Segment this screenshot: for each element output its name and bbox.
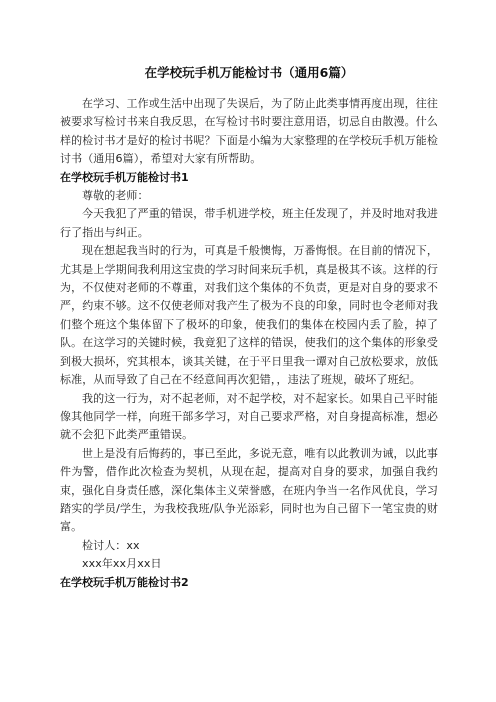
document-title: 在学校玩手机万能检讨书（通用6篇）: [144, 65, 354, 80]
salutation: 尊敬的老师：: [82, 189, 149, 203]
signature-date: xxx年xx月xx日: [82, 557, 162, 571]
section-1-paragraph-1: 今天我犯了严重的错误，带手机进学校，班主任发现了，并及时地对我进行了指出与纠正。: [60, 207, 438, 239]
intro-paragraph: 在学习、工作或生活中出现了失误后，为了防止此类事情再度出现，往往被要求写检讨书来自我反思，在写检讨书时要注意用语，切忌自由散漫。什么样的检讨书才是好的检讨书呢？下面是小编为大家整理的在学校玩手机万能检讨书（通用6篇），希望对大家有所帮助。: [60, 97, 438, 166]
signature: 检讨人：xx: [82, 538, 140, 552]
section-1-paragraph-4: 世上是没有后悔药的，事已至此，多说无意，唯有以此教训为诫，以此事件为警，借作此次检查为契机，从现在起，提高对自身的要求，加强自我约束，强化自身责任感，深化集体主义荣誉感，在班内争当一名作风优良，学习踏实的学员/学生，为我校我班/队争光添彩，同时也为自己留下一笔宝贵的财富。: [60, 446, 438, 534]
section-1-paragraph-2: 现在想起我当时的行为，可真是千般懊悔，万番悔恨。在目前的情况下，尤其是上学期间我利用这宝贵的学习时间来玩手机，真是极其不该。这样的行为，不仅使对老师的不尊重，对我们这个集体的不负责，更是对自身的要求不严，约束不够。这不仅使老师对我产生了极为不良的印象，同时也令老师对我们整个班这个集体留下了极坏的印象，使我们的集体在校园内丢了脸，掉了队。在这学习的关键时候，我竟犯了这样的错误，使我们的这个集体的形象受到极大损坏，究其根本，谈其关键，在于平日里我一谭对自己放松要求，放低标准，从而导致了自己在不经意间再次犯错，，违法了班规，破坏了班纪。: [60, 244, 438, 387]
section-1-heading: 在学校玩手机万能检讨书1: [60, 170, 189, 184]
section-2-heading: 在学校玩手机万能检讨书2: [60, 575, 189, 589]
section-1-paragraph-3: 我的这一行为，对不起老师，对不起学校，对不起家长。如果自己平时能像其他同学一样，向班干部多学习，对自己要求严格，对自身提高标准，想必就不会犯下此类严重错误。: [60, 391, 438, 442]
